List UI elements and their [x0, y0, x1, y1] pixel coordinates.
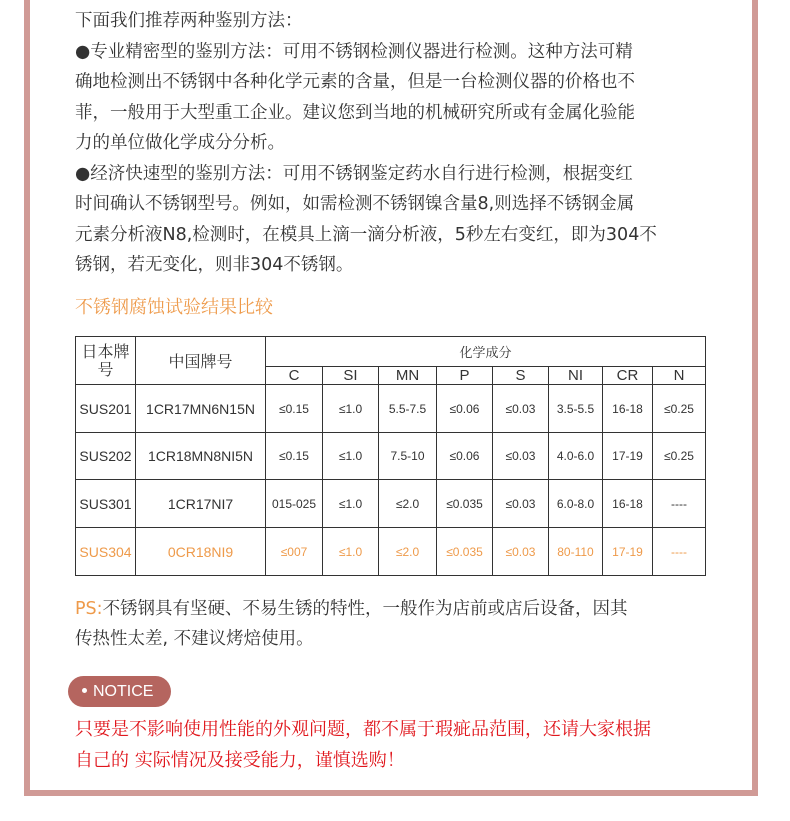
element-value: ≤007: [266, 528, 323, 576]
element-value: 16-18: [603, 480, 653, 528]
intro-line: 下面我们推荐两种鉴别方法：: [75, 11, 303, 31]
element-value: ≤0.03: [493, 480, 549, 528]
element-header: C: [266, 367, 323, 385]
intro-line: 菲，一般用于大型重工企业。建议您到当地的机械研究所或有金属化验能: [75, 102, 635, 123]
element-value: ≤0.06: [437, 385, 493, 433]
element-value: 17-19: [603, 433, 653, 480]
china-grade: 0CR18NI9: [136, 528, 266, 576]
element-value: ≤0.15: [266, 385, 323, 433]
element-value: 015-025: [266, 480, 323, 528]
ps-note: [75, 594, 628, 654]
japan-grade: SUS304: [76, 528, 136, 576]
element-value: ≤0.035: [437, 528, 493, 576]
section-title: 不锈钢腐蚀试验结果比较: [75, 297, 273, 318]
element-header: S: [493, 367, 549, 385]
element-value: ≤0.15: [266, 433, 323, 480]
element-header: N: [653, 367, 706, 385]
element-value: ≤2.0: [379, 528, 437, 576]
intro-text: [75, 6, 725, 281]
element-header: MN: [379, 367, 437, 385]
element-value: ≤1.0: [323, 480, 379, 528]
header-japan: 日本牌号: [76, 337, 136, 385]
element-value: ≤1.0: [323, 528, 379, 576]
header-china: 中国牌号: [136, 337, 266, 385]
element-value: ----: [653, 480, 706, 528]
intro-line: 时间确认不锈钢型号。例如，如需检测不锈钢镍含量8,则选择不锈钢金属: [75, 194, 635, 214]
element-value: 17-19: [603, 528, 653, 576]
element-value: 16-18: [603, 385, 653, 433]
element-value: 7.5-10: [379, 433, 437, 480]
intro-line: ●专业精密型的鉴别方法：可用不锈钢检测仪器进行检测。这种方法可精: [75, 41, 633, 62]
japan-grade: SUS301: [76, 480, 136, 528]
element-value: ≤0.06: [437, 433, 493, 480]
element-value: 3.5-5.5: [549, 385, 603, 433]
table-row: [76, 480, 706, 528]
intro-line: 力的单位做化学成分分析。: [75, 133, 285, 153]
element-header: NI: [549, 367, 603, 385]
intro-line: 确地检测出不锈钢中各种化学元素的含量，但是一台检测仪器的价格也不: [75, 72, 635, 92]
element-value: 6.0-8.0: [549, 480, 603, 528]
notice-line: 自己的 实际情况及接受能力，谨慎选购！: [75, 750, 405, 771]
intro-line: 元素分析液N8,检测时，在模具上滴一滴分析液，5秒左右变红，即为304不: [75, 224, 657, 245]
ps-line: 不锈钢具有坚硬、不易生锈的特性，一般作为店前或店后设备，因其: [102, 599, 628, 619]
element-header: P: [437, 367, 493, 385]
notice-line: 只要是不影响使用性能的外观问题，都不属于瑕疵品范围，还请大家根据: [75, 719, 651, 740]
china-grade: 1CR17MN6N15N: [136, 385, 266, 433]
element-value: 4.0-6.0: [549, 433, 603, 480]
intro-line: 锈钢，若无变化，则非304不锈钢。: [75, 255, 354, 275]
china-grade: 1CR17NI7: [136, 480, 266, 528]
ps-line: 传热性太差, 不建议烤焙使用。: [75, 629, 314, 649]
element-value: ≤0.035: [437, 480, 493, 528]
element-value: 80-110: [549, 528, 603, 576]
element-value: 5.5-7.5: [379, 385, 437, 433]
element-header: CR: [603, 367, 653, 385]
comparison-table: [75, 336, 706, 576]
element-value: ≤0.03: [493, 528, 549, 576]
intro-line: ●经济快速型的鉴别方法：可用不锈钢鉴定药水自行进行检测，根据变红: [75, 163, 633, 184]
table-row: [76, 528, 706, 576]
notice-text: [75, 714, 651, 776]
element-value: ≤0.25: [653, 433, 706, 480]
element-value: ≤1.0: [323, 433, 379, 480]
element-header: SI: [323, 367, 379, 385]
ps-prefix: PS:: [75, 599, 103, 619]
japan-grade: SUS201: [76, 385, 136, 433]
notice-badge: [68, 676, 171, 707]
element-value: ≤0.03: [493, 433, 549, 480]
table-row: [76, 385, 706, 433]
element-value: ----: [653, 528, 706, 576]
table-row: [76, 433, 706, 480]
element-value: ≤1.0: [323, 385, 379, 433]
notice-label: NOTICE: [93, 683, 154, 700]
bullet-icon: [82, 688, 87, 693]
header-chem: 化学成分: [266, 337, 706, 367]
element-value: ≤0.03: [493, 385, 549, 433]
element-value: ≤0.25: [653, 385, 706, 433]
china-grade: 1CR18MN8NI5N: [136, 433, 266, 480]
japan-grade: SUS202: [76, 433, 136, 480]
element-value: ≤2.0: [379, 480, 437, 528]
